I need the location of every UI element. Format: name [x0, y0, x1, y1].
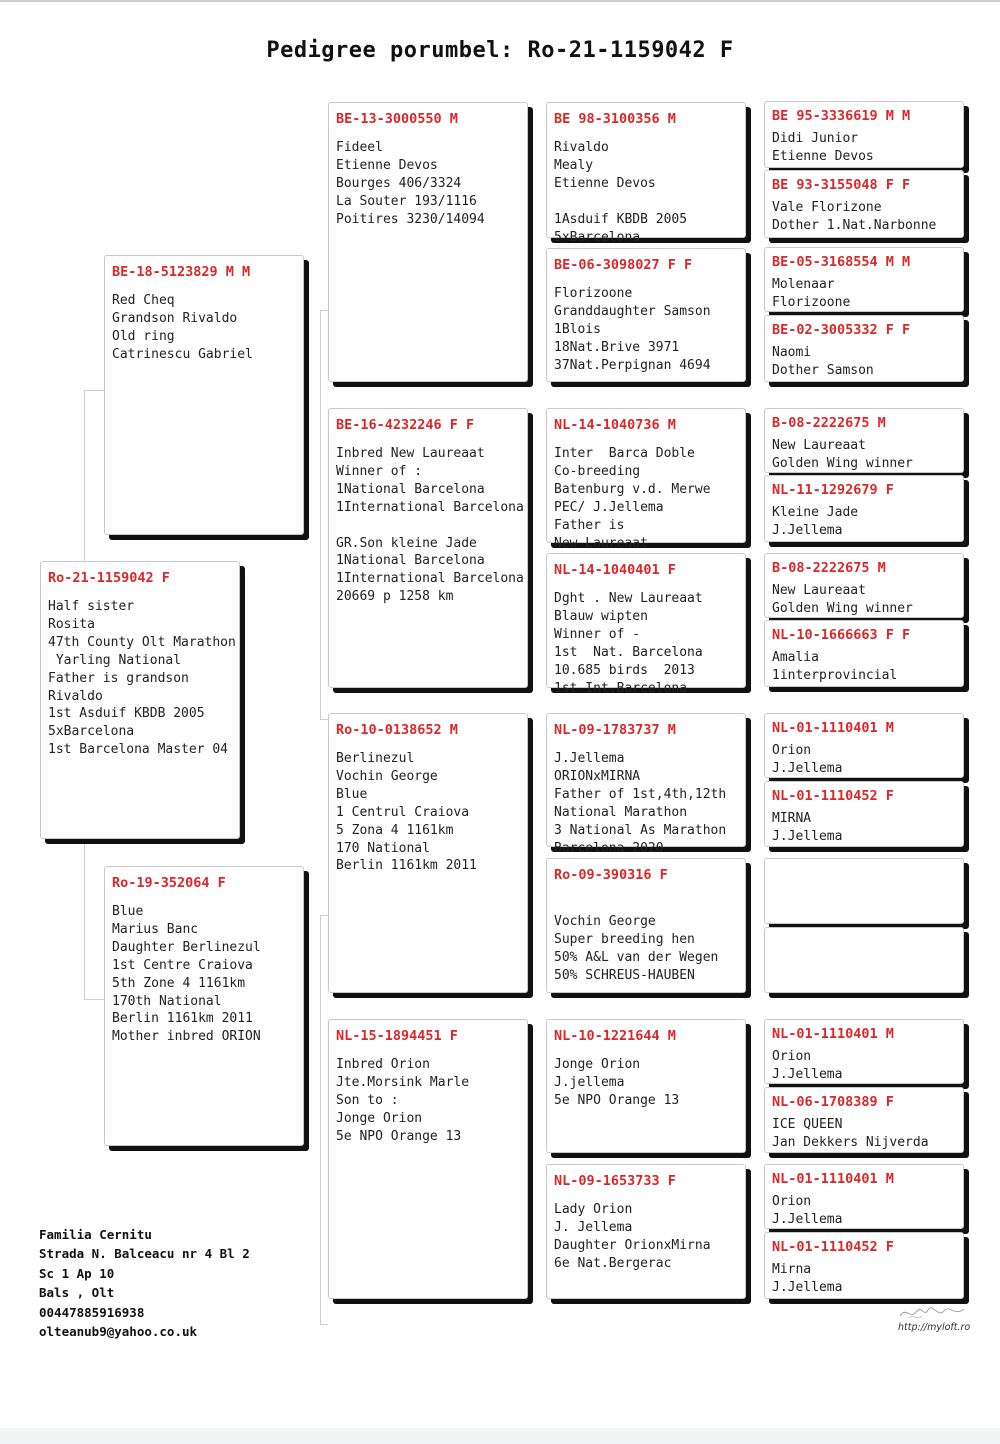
card-notes: Blue Marius Banc Daughter Berlinezul 1st Centre Craiova 5th Zone 4 1161km 170th National Berlin 1161km 2011 Mother inbred ORION [112, 904, 261, 1045]
card-notes: Naomi Dother Samson [772, 345, 874, 378]
bottom-strip [0, 1428, 1000, 1444]
card-notes: New Laureaat Golden Wing winner [772, 438, 913, 471]
card-notes: Orion J.Jellema [772, 743, 843, 776]
pedigree-card-dam-dam [328, 1019, 528, 1299]
connector-dam [320, 915, 328, 1325]
ring-number: NL-01-1110452 F [772, 1239, 894, 1255]
myloft-brand [898, 1304, 971, 1334]
pedigree-card-gen5-5 [764, 408, 964, 473]
pedigree-card-gen5-3 [764, 247, 964, 312]
card-notes: Lady Orion J. Jellema Daughter OrionxMirna 6e Nat.Bergerac [554, 1202, 711, 1271]
pedigree-card-sire-sire [328, 102, 528, 382]
card-notes [772, 956, 959, 990]
ring-number: BE-05-3168554 M M [772, 254, 911, 270]
connector-sire [320, 310, 328, 720]
card-notes: Florizoone Granddaughter Samson 1Blois 18Nat.Brive 3971 37Nat.Perpignan 4694 [554, 286, 711, 373]
pedigree-card-gen5-13 [764, 1019, 964, 1084]
ring-number: NL-01-1110452 F [772, 788, 894, 804]
pedigree-card-gen4-1 [546, 102, 746, 245]
pedigree-card-gen5-9 [764, 713, 964, 778]
card-notes: Didi Junior Etienne Devos [772, 131, 874, 164]
card-notes: Inbred New Laureaat Winner of : 1National Barcelona 1International Barcelona GR.Son kleine Jade 1National Barcelona 1International Barcelona 20669 p 1258 km [336, 446, 524, 605]
pedigree-card-gen5-2 [764, 170, 964, 238]
ring-number: NL-09-1653733 F [554, 1173, 676, 1189]
ring-number: NL-15-1894451 F [336, 1028, 458, 1044]
pedigree-card-gen4-5 [546, 713, 746, 856]
card-notes: Molenaar Florizoone [772, 277, 851, 310]
pedigree-card-sire [104, 255, 304, 535]
ring-number: Ro-09-390316 F [554, 867, 668, 883]
ring-number: NL-09-1783737 M [554, 722, 676, 738]
card-notes: ICE QUEEN Jan Dekkers Nijverda [772, 1117, 929, 1150]
pedigree-card-dam [104, 866, 304, 1146]
ring-number: NL-14-1040401 F [554, 562, 676, 578]
ring-number: BE 93-3155048 F F [772, 177, 911, 193]
pedigree-card-gen5-15 [764, 1164, 964, 1229]
brand-url: http://myloft.ro [898, 1322, 971, 1333]
card-notes: Half sister Rosita 47th County Olt Marathon Yarling National Father is grandson Rivaldo 1st Asduif KBDB 2005 5xBarcelona 1st Barcelona Master 04 [48, 599, 236, 758]
ring-number: NL-06-1708389 F [772, 1094, 894, 1110]
pedigree-card-gen5-12 [764, 927, 964, 993]
pedigree-card-dam-sire [328, 713, 528, 993]
page-title: Pedigree porumbel: Ro-21-1159042 F [266, 38, 734, 63]
card-notes: Inter Barca Doble Co-breeding Batenburg v.d. Merwe PEC/ J.Jellema Father is New Laureaat [554, 446, 711, 551]
ring-number: NL-11-1292679 F [772, 482, 894, 498]
pedigree-card-gen5-1 [764, 101, 964, 168]
ring-number: BE 98-3100356 M [554, 111, 676, 127]
card-notes [772, 887, 959, 921]
ring-number: NL-01-1110401 M [772, 720, 894, 736]
pedigree-card-gen4-6 [546, 858, 746, 993]
top-rule [0, 0, 1000, 2]
pedigree-card-gen4-7 [546, 1019, 746, 1153]
pedigree-card-gen5-11 [764, 858, 964, 924]
pedigree-card-gen4-8 [546, 1164, 746, 1299]
ring-number: NL-01-1110401 M [772, 1026, 894, 1042]
signature-logo-icon [898, 1304, 968, 1322]
pedigree-card-gen4-2 [546, 248, 746, 382]
card-notes: MIRNA J.Jellema [772, 811, 843, 844]
pedigree-card-subject [40, 561, 240, 839]
card-notes: Vale Florizone Dother 1.Nat.Narbonne [772, 200, 937, 233]
ring-number: BE 95-3336619 M M [772, 108, 911, 124]
pedigree-card-gen5-8 [764, 620, 964, 687]
card-notes: Orion J.Jellema [772, 1194, 843, 1227]
ring-number: BE-02-3005332 F F [772, 322, 911, 338]
ring-number: NL-14-1040736 M [554, 417, 676, 433]
card-notes: Inbred Orion Jte.Morsink Marle Son to : Jonge Orion 5e NPO Orange 13 [336, 1057, 470, 1144]
pedigree-card-gen5-7 [764, 553, 964, 618]
card-notes: Rivaldo Mealy Etienne Devos 1Asduif KBDB 2005 5xBarcelona [554, 140, 688, 245]
card-notes: Red Cheq Grandson Rivaldo Old ring Catrinescu Gabriel [112, 293, 253, 362]
ring-number: Ro-21-1159042 F [48, 570, 170, 586]
ring-number: NL-10-1666663 F F [772, 627, 911, 643]
pedigree-card-gen5-14 [764, 1087, 964, 1153]
ring-number: BE-06-3098027 F F [554, 257, 693, 273]
owner-contact: Familia Cernitu Strada N. Balceacu nr 4 Bl 2 Sc 1 Ap 10 Bals , Olt 00447885916938 olteanub9@yahoo.co.uk [39, 1227, 250, 1340]
ring-number: NL-10-1221644 M [554, 1028, 676, 1044]
card-notes: Kleine Jade J.Jellema [772, 505, 859, 538]
pedigree-card-sire-dam [328, 408, 528, 688]
ring-number: B-08-2222675 M [772, 415, 886, 431]
card-notes: Orion J.Jellema [772, 1049, 843, 1082]
ring-number: BE-16-4232246 F F [336, 417, 475, 433]
ring-number: NL-01-1110401 M [772, 1171, 894, 1187]
ring-number: Ro-10-0138652 M [336, 722, 458, 738]
ring-number: BE-13-3000550 M [336, 111, 458, 127]
ring-number: B-08-2222675 M [772, 560, 886, 576]
pedigree-card-gen5-4 [764, 315, 964, 382]
card-notes: Fideel Etienne Devos Bourges 406/3324 La Souter 193/1116 Poitires 3230/14094 [336, 140, 485, 227]
card-notes: Jonge Orion J.jellema 5e NPO Orange 13 [554, 1057, 680, 1108]
card-notes: Amalia 1interprovincial [772, 650, 898, 683]
card-notes: J.Jellema ORIONxMIRNA Father of 1st,4th,12th National Marathon 3 National As Marathon Barcelona 2020 [554, 751, 727, 856]
pedigree-card-gen5-10 [764, 781, 964, 847]
card-notes: Vochin George Super breeding hen 50% A&L van der Wegen 50% SCHREUS-HAUBEN [554, 913, 719, 983]
card-notes: New Laureaat Golden Wing winner [772, 583, 913, 616]
card-notes: Dght . New Laureaat Blauw wipten Winner of - 1st Nat. Barcelona 10.685 birds 2013 1st Int.Barcelona [554, 591, 703, 696]
pedigree-card-gen4-4 [546, 553, 746, 696]
ring-number: BE-18-5123829 M M [112, 264, 251, 280]
ring-number: Ro-19-352064 F [112, 875, 226, 891]
card-notes: Mirna J.Jellema [772, 1262, 843, 1295]
pedigree-card-gen5-16 [764, 1232, 964, 1299]
pedigree-card-gen5-6 [764, 475, 964, 542]
card-notes: Berlinezul Vochin George Blue 1 Centrul Craiova 5 Zona 4 1161km 170 National Berlin 1161km 2011 [336, 751, 477, 874]
pedigree-card-gen4-3 [546, 408, 746, 551]
